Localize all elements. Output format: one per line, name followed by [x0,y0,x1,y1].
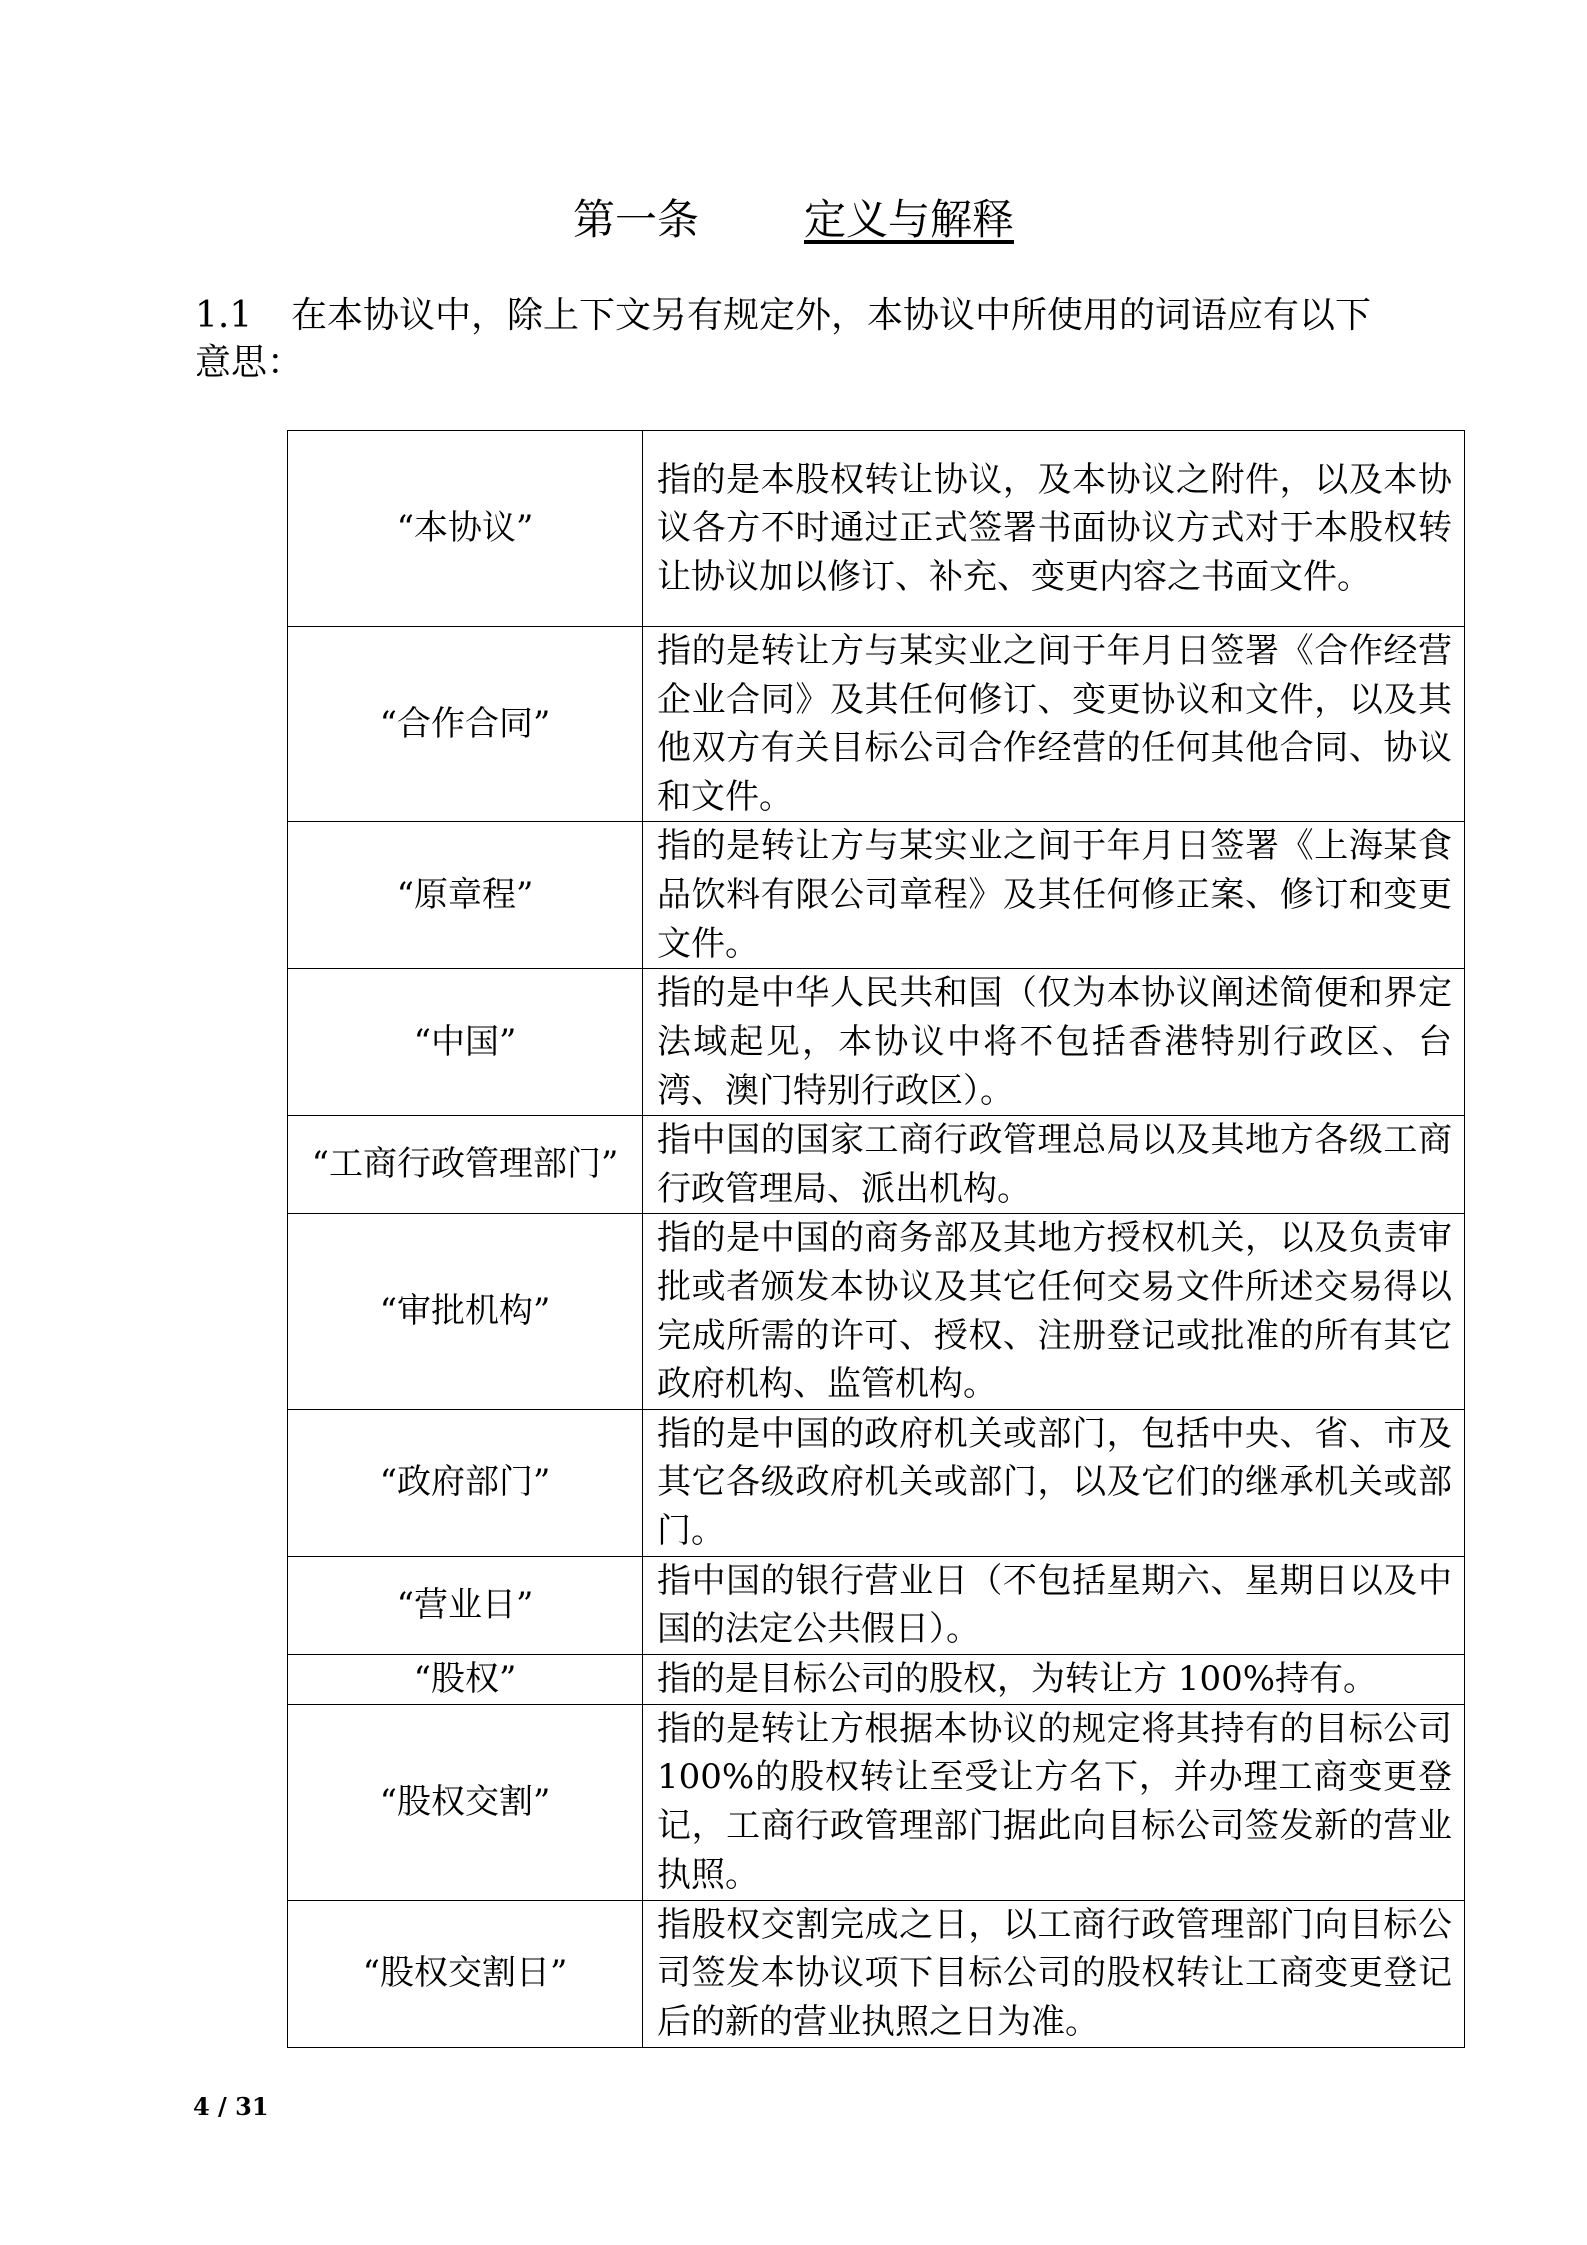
table-row [288,1214,1465,1409]
definition-cell: 指的是转让方根据本协议的规定将其持有的目标公司 100%的股权转让至受让方名下，并办理工商变更登记，工商行政管理部门据此向目标公司签发新的营业执照。 [643,1704,1465,1900]
table-row [288,431,1465,627]
term-cell: “股权交割日” [288,1900,643,2047]
definition-cell: 指的是中华人民共和国（仅为本协议阐述简便和界定法域起见，本协议中将不包括香港特别行政区、台湾、澳门特别行政区）。 [643,969,1465,1116]
table-row [288,1409,1465,1556]
intro-paragraph [195,292,1400,386]
term-cell: “政府部门” [288,1409,643,1556]
term-cell: “本协议” [288,431,643,627]
term-cell: “营业日” [288,1556,643,1654]
clause-number: 1.1 [195,295,253,336]
term-cell: “工商行政管理部门” [288,1116,643,1214]
table-row [288,1654,1465,1704]
definition-cell: 指的是本股权转让协议，及本协议之附件，以及本协议各方不时通过正式签署书面协议方式对于本股权转让协议加以修订、补充、变更内容之书面文件。 [643,431,1465,627]
definition-cell: 指的是转让方与某实业之间于年月日签署《上海某食品饮料有限公司章程》及其任何修正案、修订和变更文件。 [643,822,1465,969]
term-cell: “股权交割” [288,1704,643,1900]
page-number: 4 / 31 [193,2092,269,2121]
term-cell: “中国” [288,969,643,1116]
table-row [288,1704,1465,1900]
table-row [288,969,1465,1116]
term-cell: “股权” [288,1654,643,1704]
table-row [288,1556,1465,1654]
definition-cell: 指股权交割完成之日，以工商行政管理部门向目标公司签发本协议项下目标公司的股权转让工商变更登记后的新的营业执照之日为准。 [643,1900,1465,2047]
table-row [288,822,1465,969]
definition-cell: 指的是中国的政府机关或部门，包括中央、省、市及其它各级政府机关或部门，以及它们的继承机关或部门。 [643,1409,1465,1556]
table-row [288,1116,1465,1214]
intro-text: 在本协议中，除上下文另有规定外，本协议中所使用的词语应有以下意思： [195,295,1372,383]
term-cell: “审批机构” [288,1214,643,1409]
definition-cell: 指中国的国家工商行政管理总局以及其地方各级工商行政管理局、派出机构。 [643,1116,1465,1214]
table-row [288,627,1465,822]
article-title: 定义与解释 [804,195,1015,244]
term-cell: “合作合同” [288,627,643,822]
term-cell: “原章程” [288,822,643,969]
definition-cell: 指的是转让方与某实业之间于年月日签署《合作经营企业合同》及其任何修订、变更协议和文件，以及其他双方有关目标公司合作经营的任何其他合同、协议和文件。 [643,627,1465,822]
definition-cell: 指的是目标公司的股权，为转让方 100%持有。 [643,1654,1465,1704]
definition-cell: 指的是中国的商务部及其地方授权机关，以及负责审批或者颁发本协议及其它任何交易文件所述交易得以完成所需的许可、授权、注册登记或批准的所有其它政府机构、监管机构。 [643,1214,1465,1409]
article-heading [0,190,1587,250]
definition-cell: 指中国的银行营业日（不包括星期六、星期日以及中国的法定公共假日）。 [643,1556,1465,1654]
article-number: 第一条 [572,195,699,244]
table-row [288,1900,1465,2047]
definitions-table [287,430,1465,2048]
